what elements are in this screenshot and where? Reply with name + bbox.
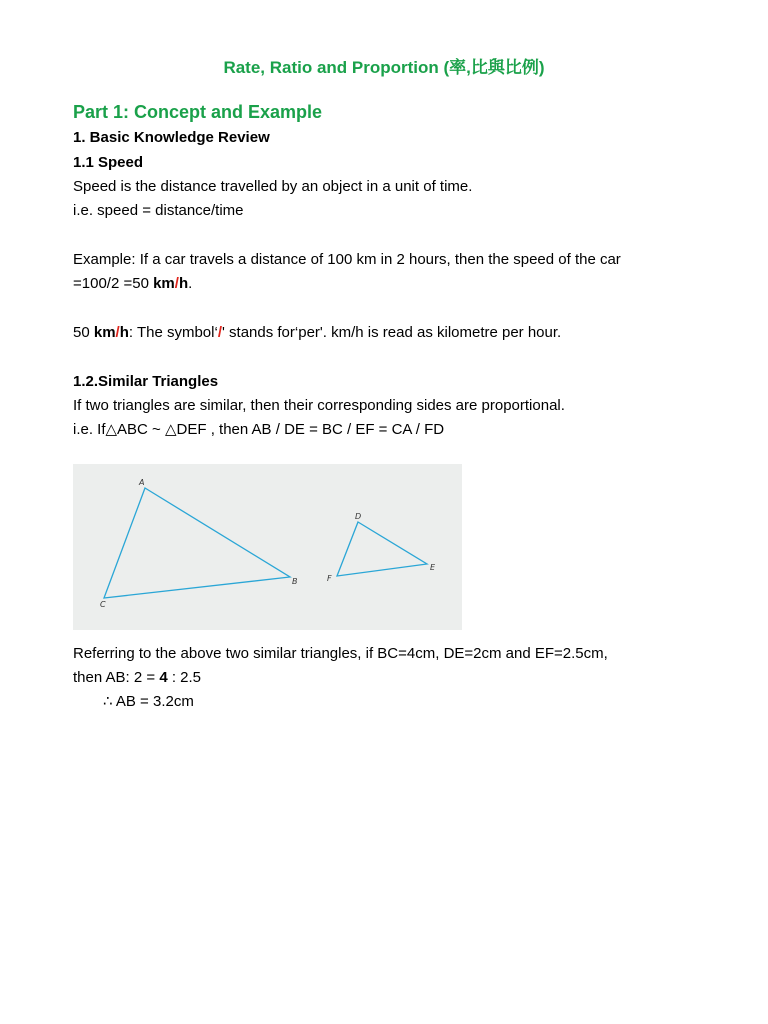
- symbol-unit-km: km: [93, 324, 116, 341]
- unit-slash: /: [174, 275, 179, 292]
- similar-triangles-formula: i.e. If△ABC ~ △DEF , then AB / DE = BC / EF = CA / FD: [73, 421, 445, 438]
- unit-km: km: [153, 275, 175, 292]
- triangle-abc: [104, 488, 290, 598]
- label-c: C: [100, 600, 106, 609]
- triangles-diagram: [73, 464, 462, 630]
- refer-line: Referring to the above two similar triangles, if BC=4cm, DE=2cm and EF=2.5cm,: [73, 645, 608, 662]
- document-title: Rate, Ratio and Proportion (率,比與比例): [223, 58, 545, 77]
- per-symbol-explanation: [73, 323, 561, 343]
- unit-h: h: [178, 275, 189, 292]
- ratio-pre: then AB: 2 =: [73, 669, 160, 686]
- speed-heading: 1.1 Speed: [73, 154, 144, 171]
- section-heading-basic-knowledge: 1. Basic Knowledge Review: [73, 129, 270, 146]
- label-d: D: [355, 512, 362, 521]
- symbol-text-mid: : The symbol‘: [128, 324, 218, 341]
- ratio-line: [73, 668, 201, 688]
- part1-heading: Part 1: Concept and Example: [73, 102, 323, 122]
- label-f: F: [327, 574, 332, 583]
- label-b: B: [292, 577, 298, 586]
- speed-definition: Speed is the distance travelled by an object in a unit of time.: [73, 178, 473, 195]
- therefore-line: ∴ AB = 3.2cm: [103, 693, 194, 710]
- triangle-def: [337, 522, 427, 576]
- symbol-value: 50: [73, 324, 94, 341]
- ratio-post: : 2.5: [167, 669, 202, 686]
- example-calc: =100/2 =50: [73, 275, 154, 292]
- example-period: .: [188, 275, 193, 292]
- speed-example-line1: Example: If a car travels a distance of 100 km in 2 hours, then the speed of the car: [73, 251, 621, 268]
- ratio-bold: 4: [159, 669, 168, 686]
- speed-formula: i.e. speed = distance/time: [73, 202, 244, 219]
- label-a: A: [139, 478, 145, 487]
- symbol-text-post: ' stands for‘per'. km/h is read as kilometre per hour.: [222, 324, 562, 341]
- similar-triangles-definition: If two triangles are similar, then their corresponding sides are proportional.: [73, 397, 565, 414]
- symbol-unit-slash: /: [115, 324, 120, 341]
- symbol-slash: /: [217, 324, 222, 341]
- label-e: E: [430, 563, 436, 572]
- similar-triangles-heading: 1.2.Similar Triangles: [73, 373, 219, 390]
- speed-example-line2: [73, 274, 192, 294]
- symbol-unit-h: h: [119, 324, 129, 341]
- triangles-figure: [73, 464, 462, 630]
